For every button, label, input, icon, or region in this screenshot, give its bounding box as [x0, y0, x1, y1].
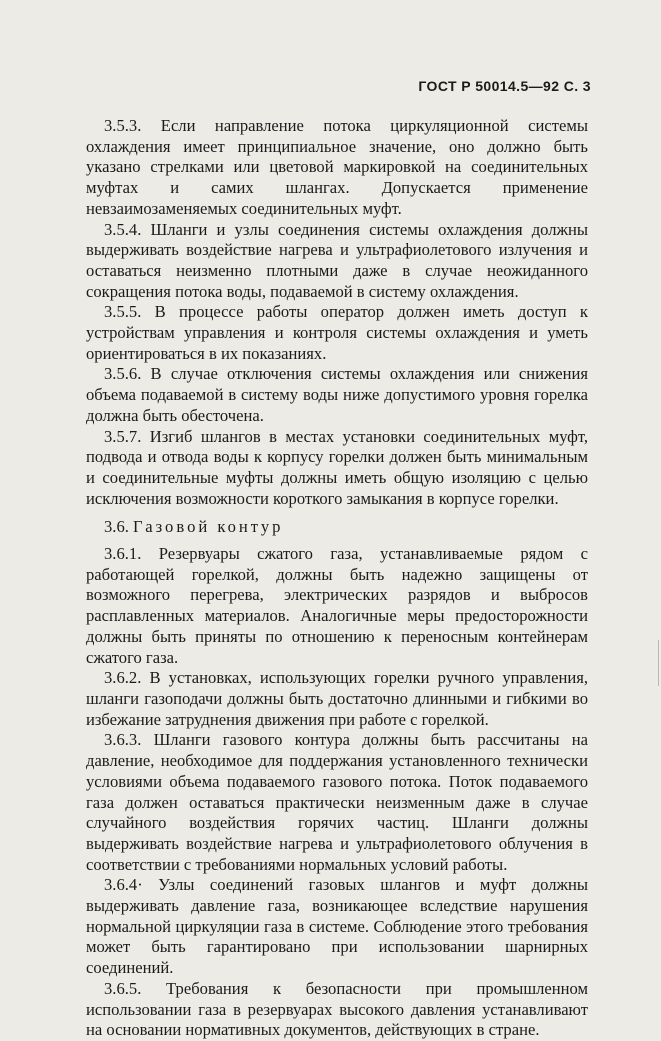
paragraph-3-5-5: 3.5.5. В процессе работы оператор должен иметь доступ к устройствам управления и контроля системы охлаждения и уметь ориентироваться в их показаниях. [86, 302, 588, 363]
paragraph-3-6-4: 3.6.4· Узлы соединений газовых шлангов и муфт должны выдерживать давление газа, возникающее вследствие нарушения нормальной циркуляции газа в системе. Соблюдение этого требования может быть гарантировано при использовании шарнирных соединений. [86, 875, 588, 978]
paragraph-3-5-7: 3.5.7. Изгиб шлангов в местах установки соединительных муфт, подвода и отвода воды к корпусу горелки должен быть минимальным и соединительные муфты должны иметь общую изоляцию с целью исключения возможности короткого замыкания в корпусе горелки. [86, 426, 588, 508]
paragraph-3-5-4: 3.5.4. Шланги и узлы соединения системы охлаждения должны выдерживать воздействие нагрева и ультрафиолетового излучения и оставаться неизменно плотными даже в случае неожиданного сокращения потока воды, подаваемой в систему охлаждения. [86, 219, 588, 301]
section-number: 3.6. [104, 517, 129, 537]
section-heading [86, 517, 588, 538]
section-title: Газовой контур [133, 517, 284, 537]
paragraph-3-6-3: 3.6.3. Шланги газового контура должны быть рассчитаны на давление, необходимое для поддержания установленного технически условиями объема подаваемого газового потока. Поток подаваемого газа должен оставаться практически неизменным даже в случае случайного воздействия горячих частиц. Шланги должны выдерживать воздействие нагрева и ультрафиолетового облучения в соответствии с требованиями нормальных условий работы. [86, 730, 588, 874]
paragraph-3-6-5: 3.6.5. Требования к безопасности при промышленном использовании газа в резервуарах высокого давления устанавливают на основании нормативных документов, действующих в стране. [86, 978, 588, 1040]
paragraph-3-5-3: 3.5.3. Если направление потока циркуляционной системы охлаждения имеет принципиальное значение, оно должно быть указано стрелками или цветовой маркировкой на соединительных муфтах и самих шлангах. Допускается применение невзаимозаменяемых соединительных муфт. [86, 116, 588, 218]
paragraph-3-5-6: 3.5.6. В случае отключения системы охлаждения или снижения объема подаваемой в систему воды ниже допустимого уровня горелка должна быть обесточена. [86, 364, 588, 425]
page-header: ГОСТ Р 50014.5—92 С. 3 [418, 78, 591, 94]
paragraph-3-6-2: 3.6.2. В установках, использующих горелки ручного управления, шланги газоподачи должны быть достаточно длинными и гибкими во избежание затруднения движения при работе с горелкой. [86, 668, 588, 729]
margin-mark [658, 640, 659, 686]
paragraph-3-6-1: 3.6.1. Резервуары сжатого газа, устанавливаемые рядом с работающей горелкой, должны быть надежно защищены от возможного перегрева, электрических разрядов и выбросов расплавленных материалов. Аналогичные меры предосторожности должны быть приняты по отношению к переносным контейнерам сжатого газа. [86, 544, 588, 667]
document-body [86, 116, 588, 1041]
